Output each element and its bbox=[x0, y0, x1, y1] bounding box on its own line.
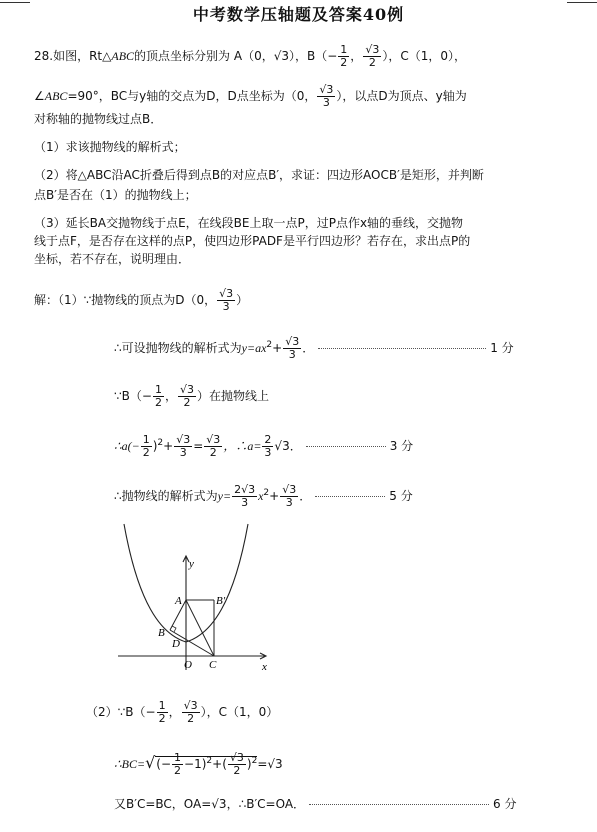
problem-line-3: 对称轴的抛物线过点B． bbox=[34, 112, 163, 126]
solution-text: +( bbox=[212, 757, 227, 771]
score-mark: 3 分 bbox=[389, 439, 414, 453]
problem-text: A（0，√3），B（− bbox=[233, 49, 338, 63]
page-title: 中考数学压轴题及答案40例 bbox=[192, 5, 405, 24]
solution-text: −1) bbox=[184, 757, 207, 771]
fraction bbox=[141, 434, 152, 459]
label-b: B bbox=[158, 627, 165, 639]
numerator: √3 bbox=[206, 433, 221, 446]
label-y: y bbox=[189, 558, 194, 570]
problem-text: ABC bbox=[44, 89, 68, 103]
denominator: 2 bbox=[154, 396, 162, 409]
exponent: 2 bbox=[263, 488, 270, 498]
solution-text: √3． bbox=[274, 439, 302, 453]
exponent: 2 bbox=[157, 438, 164, 448]
dot-leader bbox=[309, 804, 489, 805]
solution-line-2 bbox=[114, 384, 269, 409]
problem-line-2 bbox=[34, 84, 467, 109]
denominator: 2 bbox=[187, 712, 195, 725]
dot-leader bbox=[306, 446, 386, 447]
label-o: O bbox=[184, 659, 192, 671]
denominator: 2 bbox=[183, 396, 191, 409]
problem-text: ABC bbox=[111, 49, 135, 63]
solution-text: =√3 bbox=[257, 757, 283, 771]
equation: ∴a(− bbox=[114, 439, 140, 453]
problem-text: 的顶点坐标分别为 bbox=[134, 49, 231, 63]
problem-text: ），以点D为顶点、y轴为 bbox=[336, 89, 467, 103]
denominator: 3 bbox=[222, 300, 230, 313]
label-b-prime: B′ bbox=[216, 595, 226, 607]
radicand bbox=[155, 751, 258, 777]
solution-text: = bbox=[193, 439, 204, 453]
solution-line-1 bbox=[114, 336, 514, 361]
numerator: 1 bbox=[174, 751, 182, 764]
question-2-line-1: （2）将△ABC沿AC折叠后得到点B的对应点B′，求证：四边形AOCB′是矩形，并判断 bbox=[34, 168, 484, 182]
solution-line-0 bbox=[34, 288, 248, 313]
fraction bbox=[182, 700, 200, 725]
solution-text: ) bbox=[152, 439, 158, 453]
solution-text: ) bbox=[246, 757, 252, 771]
radical bbox=[155, 752, 257, 777]
solution-text: + bbox=[269, 489, 280, 503]
solution-line-4 bbox=[114, 484, 413, 509]
numerator: √3 bbox=[219, 287, 234, 300]
denominator: 2 bbox=[174, 764, 182, 777]
solution-text: ∴抛物线的解析式为 bbox=[114, 489, 218, 503]
numerator: 1 bbox=[340, 43, 348, 56]
problem-line-1 bbox=[34, 44, 466, 69]
numerator: 2√3 bbox=[234, 483, 256, 496]
label-x: x bbox=[262, 661, 267, 673]
fraction bbox=[262, 434, 273, 459]
fraction bbox=[153, 384, 164, 409]
question-1: （1）求该抛物线的解析式； bbox=[34, 140, 186, 154]
equation: y=ax bbox=[241, 341, 267, 355]
fraction bbox=[338, 44, 349, 69]
equation: ，∴a= bbox=[223, 439, 262, 453]
fraction bbox=[204, 434, 222, 459]
solution-text: ），C（1，0） bbox=[200, 705, 279, 719]
fraction bbox=[174, 434, 192, 459]
fraction bbox=[172, 752, 183, 777]
fraction bbox=[363, 44, 381, 69]
numerator: √3 bbox=[365, 43, 380, 56]
solution-text: + bbox=[272, 341, 283, 355]
solution-text: 又B′C=BC，OA=√3，∴B′C=OA． bbox=[114, 797, 306, 811]
problem-text: 28.如图，Rt△ bbox=[34, 49, 112, 63]
solution-text: ∴可设抛物线的解析式为 bbox=[114, 341, 242, 355]
score-mark: 1 分 bbox=[490, 341, 514, 355]
fraction bbox=[178, 384, 196, 409]
denominator: 3 bbox=[322, 96, 330, 109]
denominator: 2 bbox=[209, 446, 217, 459]
numerator: √3 bbox=[282, 483, 297, 496]
exponent: 2 bbox=[266, 340, 273, 350]
question-3-line-2: 线于点F，是否存在这样的点P，使四边形PADF是平行四边形？若存在，求出点P的 bbox=[34, 234, 471, 248]
solution-line-3 bbox=[114, 434, 413, 459]
denominator: 3 bbox=[179, 446, 187, 459]
score-mark: 6 分 bbox=[493, 797, 517, 811]
numerator: √3 bbox=[183, 699, 198, 712]
fraction bbox=[217, 288, 235, 313]
question-2-line-2: 点B′是否在（1）的抛物线上； bbox=[34, 188, 197, 202]
equation: x bbox=[258, 489, 264, 503]
denominator: 2 bbox=[142, 446, 150, 459]
denominator: 2 bbox=[340, 56, 348, 69]
solution-text: ） bbox=[236, 293, 249, 307]
numerator: √3 bbox=[176, 433, 191, 446]
problem-text: ， bbox=[350, 49, 363, 63]
dot-leader bbox=[318, 348, 486, 349]
problem-text: ∠ bbox=[34, 89, 45, 103]
numerator: √3 bbox=[319, 83, 334, 96]
solution-text: ∵B（− bbox=[114, 389, 152, 403]
numerator: √3 bbox=[229, 751, 244, 764]
fraction bbox=[157, 700, 168, 725]
solution-line-6 bbox=[114, 752, 283, 777]
question-3-line-1: （3）延长BA交抛物线于点E，在线段BE上取一点P，过P点作x轴的垂线，交抛物 bbox=[34, 216, 464, 230]
denominator: 3 bbox=[285, 496, 293, 509]
denominator: 3 bbox=[264, 446, 272, 459]
equation: ∴BC= bbox=[114, 757, 146, 771]
label-c: C bbox=[209, 659, 217, 671]
solution-text: (− bbox=[156, 757, 172, 771]
equation: y= bbox=[217, 489, 232, 503]
question-3-line-3: 坐标，若不存在，说明理由． bbox=[34, 252, 191, 266]
solution-text: ． bbox=[299, 489, 312, 503]
denominator: 2 bbox=[368, 56, 376, 69]
fraction bbox=[232, 484, 257, 509]
exponent: 2 bbox=[251, 756, 258, 766]
numerator: 1 bbox=[158, 699, 166, 712]
solution-text: ， bbox=[168, 705, 181, 719]
exponent: 2 bbox=[206, 756, 213, 766]
solution-text: ）在抛物线上 bbox=[196, 389, 269, 403]
solution-line-7 bbox=[114, 795, 517, 813]
solution-text: 解：（1）∵抛物线的顶点为D（0， bbox=[34, 293, 217, 307]
denominator: 2 bbox=[233, 764, 241, 777]
fraction bbox=[317, 84, 335, 109]
fraction bbox=[283, 336, 301, 361]
denominator: 2 bbox=[158, 712, 166, 725]
denominator: 3 bbox=[241, 496, 249, 509]
solution-text: ， bbox=[164, 389, 177, 403]
radical-sign: √ bbox=[145, 753, 156, 772]
solution-line-5 bbox=[86, 700, 278, 725]
denominator: 3 bbox=[288, 348, 296, 361]
dot-leader bbox=[315, 496, 385, 497]
label-d: D bbox=[172, 638, 180, 650]
solution-text: （2）∵B（− bbox=[86, 705, 156, 719]
fraction bbox=[228, 752, 246, 777]
numerator: 1 bbox=[142, 433, 150, 446]
numerator: √3 bbox=[179, 383, 194, 396]
numerator: 2 bbox=[264, 433, 272, 446]
fraction bbox=[280, 484, 298, 509]
solution-text: ． bbox=[302, 341, 315, 355]
score-mark: 5 分 bbox=[389, 489, 413, 503]
solution-text: + bbox=[163, 439, 174, 453]
problem-text: =90°，BC与y轴的交点为D，D点坐标为（0， bbox=[67, 89, 317, 103]
label-a: A bbox=[175, 595, 182, 607]
numerator: √3 bbox=[285, 335, 300, 348]
numerator: 1 bbox=[154, 383, 162, 396]
parabola-figure bbox=[112, 522, 288, 680]
problem-text: ），C（1，0）， bbox=[382, 49, 466, 63]
